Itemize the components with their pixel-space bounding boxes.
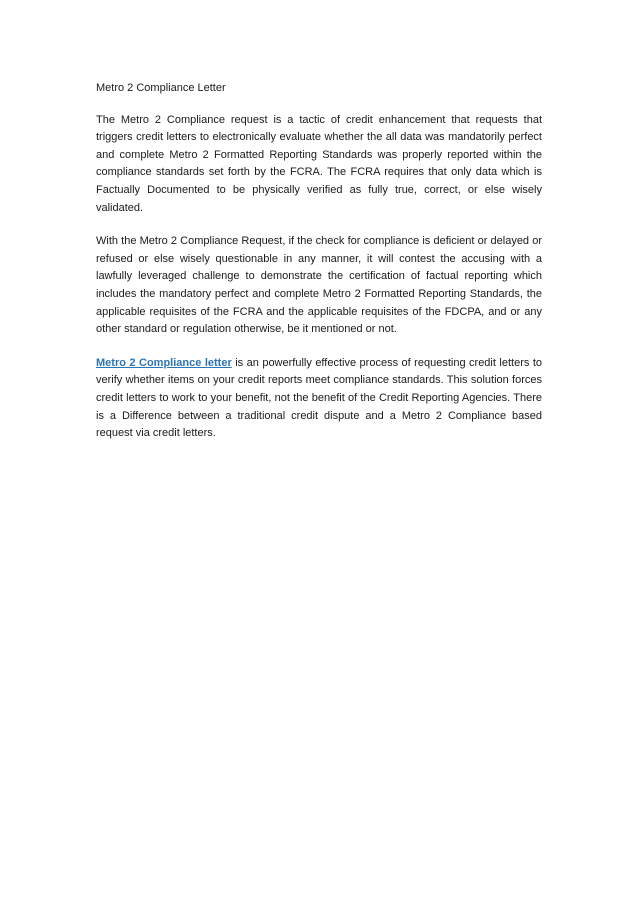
- paragraph-2: With the Metro 2 Compliance Request, if the check for compliance is deficient or delayed or refused or else wisely questionable in any manner, it will contest the accusing with a lawfully leveraged challenge to demonstrate the certification of factual reporting which includes the mandatory perfect and complete Metro 2 Formatted Reporting Standards, the applicable requisites of the FCRA and the applicable requisites of the FDCPA, and or any other standard or regulation otherwise, be it mentioned or not.: [96, 235, 542, 336]
- document-title: Metro 2 Compliance Letter: [96, 82, 226, 94]
- paragraph-3-text: is an powerfully effective process of requesting credit letters to verify whether items on your credit reports meet compliance standards. This solution forces credit letters to work to your benefit, not the benefit of the Credit Reporting Agencies. There is a Difference between a traditional credit dispute and a Metro 2 Compliance based request via credit letters.: [96, 356, 542, 440]
- paragraph-3: [96, 355, 542, 443]
- paragraph-1: The Metro 2 Compliance request is a tactic of credit enhancement that requests that triggers credit letters to electronically evaluate whether the all data was mandatorily perfect and complete Metro 2 Formatted Reporting Standards was properly reported within the compliance standards set forth by the FCRA. The FCRA requires that only data which is Factually Documented to be physically verified as fully true, correct, or else wisely validated.: [96, 113, 542, 214]
- metro2-compliance-letter-link[interactable]: Metro 2 Compliance letter: [96, 356, 232, 369]
- document-body: [96, 80, 542, 459]
